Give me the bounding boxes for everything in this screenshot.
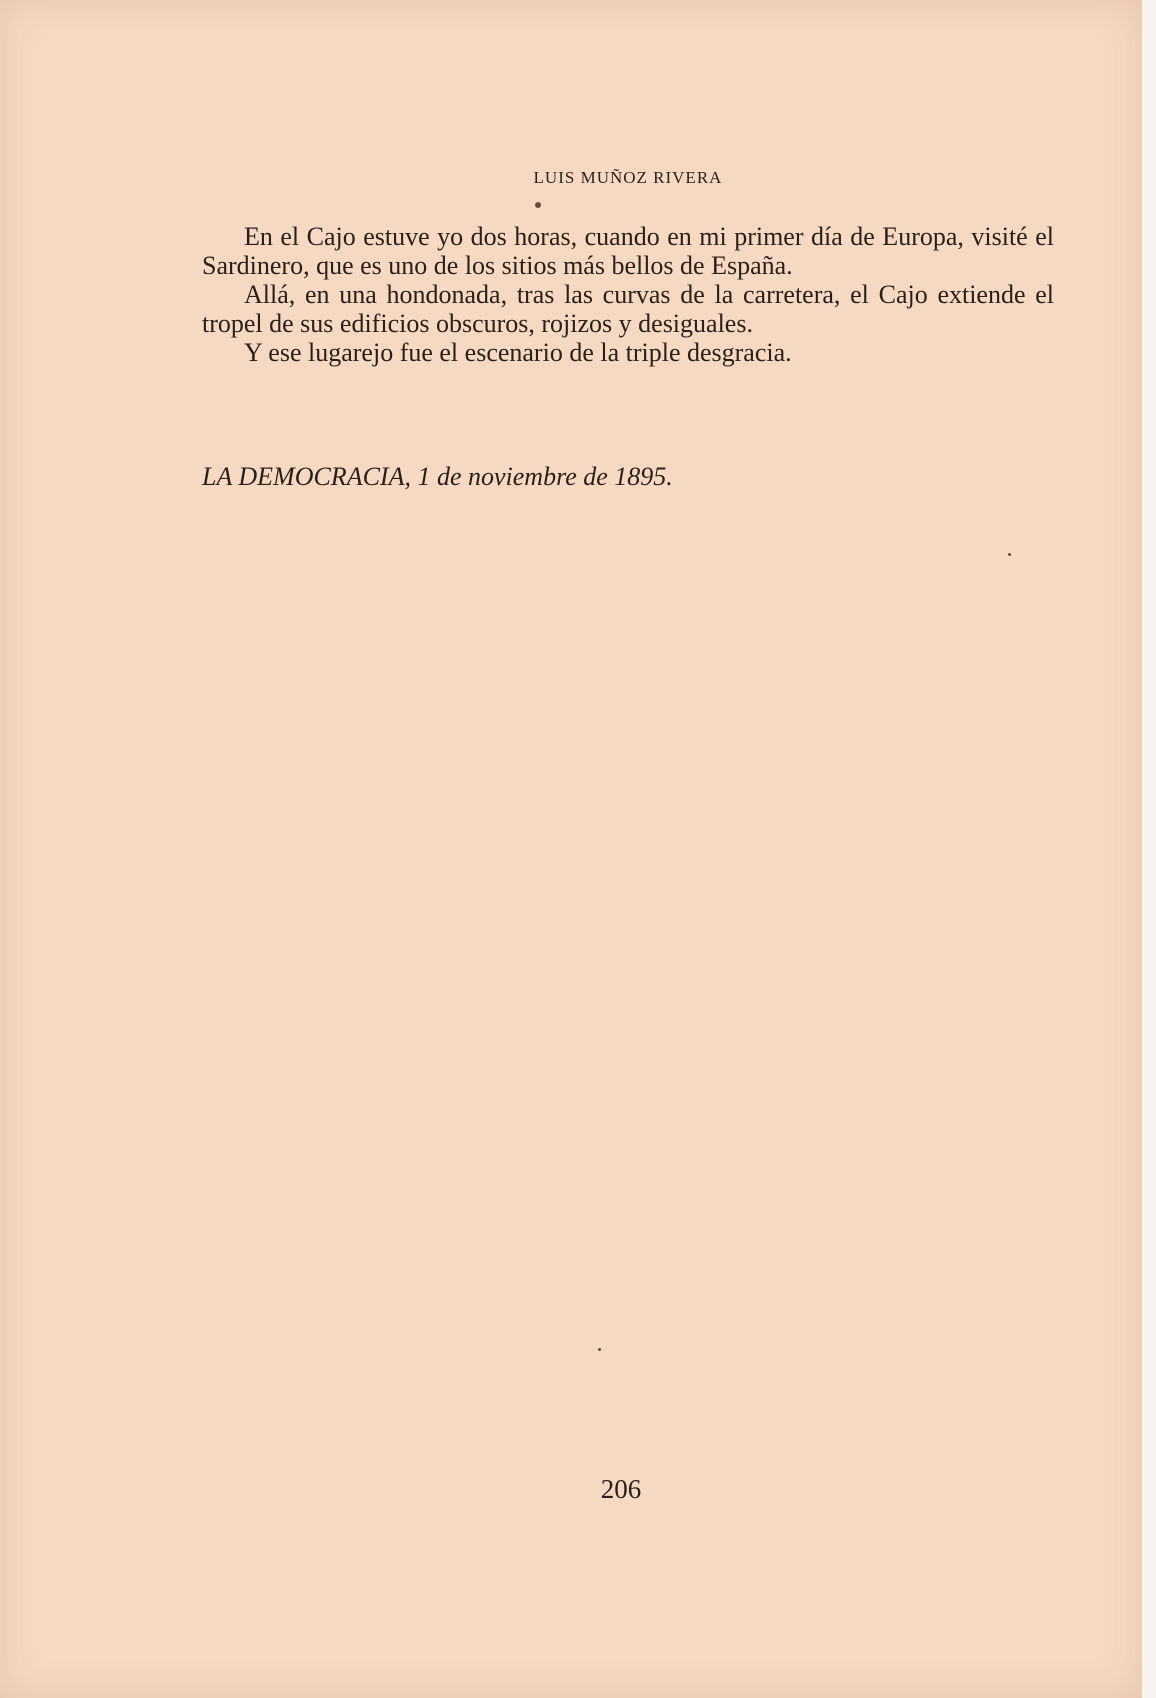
article-body <box>202 222 1054 367</box>
page-edge-margin <box>1142 0 1156 1698</box>
running-header: LUIS MUÑOZ RIVERA <box>533 168 723 187</box>
paragraph-1: En el Cajo estuve yo dos horas, cuando en mi primer día de Europa, visité el Sardinero, que es uno de los sitios más bellos de España. <box>202 222 1054 280</box>
page-number: 206 <box>600 1474 642 1504</box>
ink-speck <box>598 1348 601 1351</box>
ink-speck <box>535 202 541 208</box>
paragraph-2: Allá, en una hondonada, tras las curvas de la carretera, el Cajo extiende el tropel de sus edificios obscuros, rojizos y desiguales. <box>202 280 1054 338</box>
source-citation: LA DEMOCRACIA, 1 de noviembre de 1895. <box>202 462 673 491</box>
ink-speck <box>1008 553 1011 556</box>
paragraph-3: Y ese lugarejo fue el escenario de la triple desgracia. <box>244 338 792 367</box>
